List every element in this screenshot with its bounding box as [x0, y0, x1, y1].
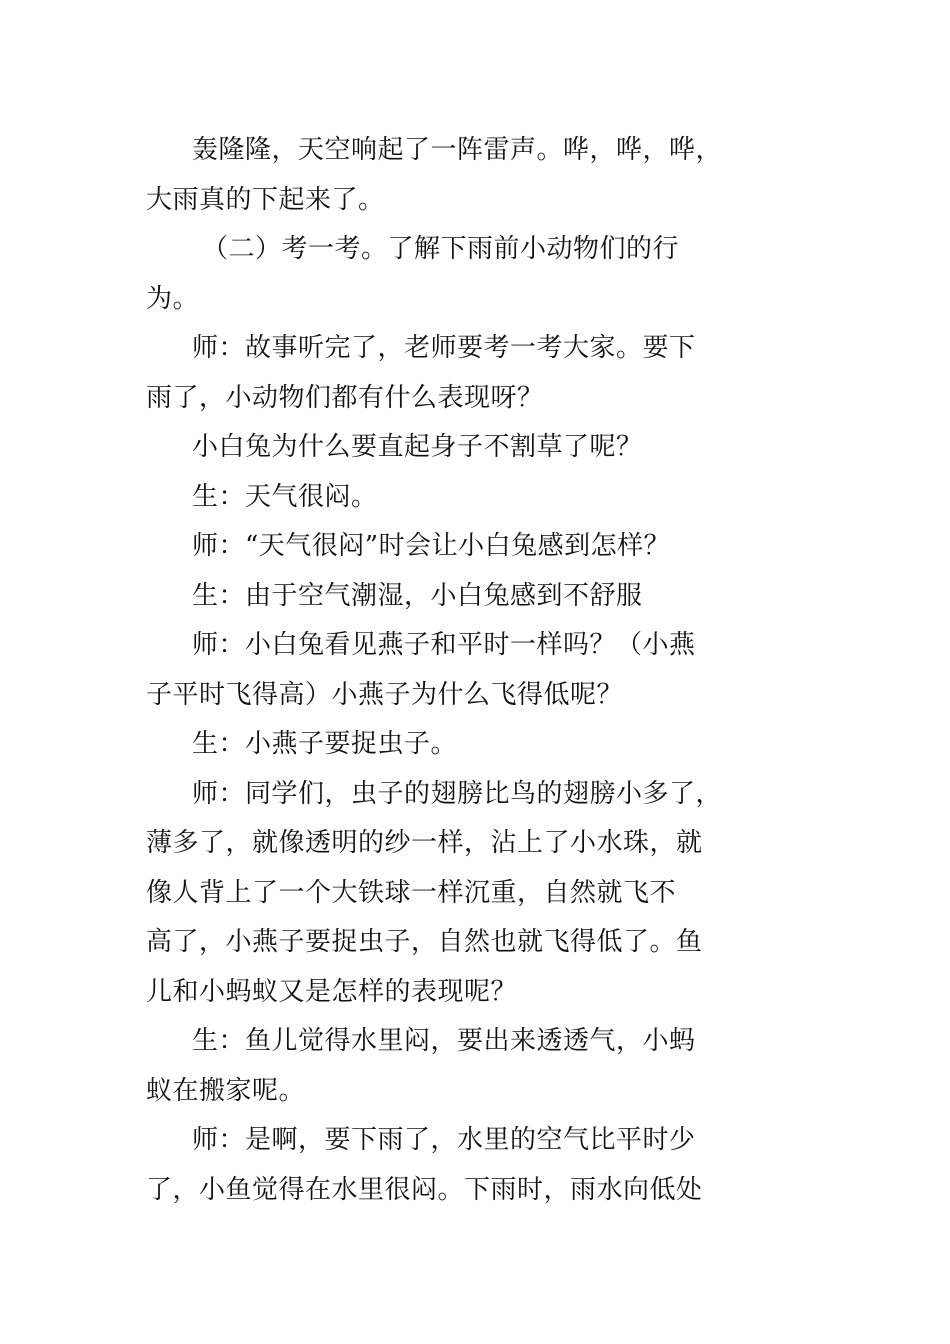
student-line: 生：鱼儿觉得水里闷，要出来透透气，小蚂: [192, 1026, 696, 1056]
teacher-line: 师：“天气很闷”时会让小白兔感到怎样？: [192, 531, 671, 561]
teacher-line: 师：小白兔看见燕子和平时一样吗？（小燕: [192, 630, 696, 660]
text-line: 薄多了，就像透明的纱一样，沾上了小水珠，就: [146, 828, 703, 858]
text-line: 了，小鱼觉得在水里很闷。下雨时，雨水向低处: [146, 1174, 703, 1205]
text-line: 像人背上了一个大铁球一样沉重，自然就飞不: [146, 877, 677, 908]
teacher-line: 师：故事听完了，老师要考一考大家。要下: [192, 333, 696, 363]
text-line: 轰隆隆，天空响起了一阵雷声。哗，哗，哗，: [192, 135, 723, 165]
student-line: 生：小燕子要捉虫子。: [192, 729, 458, 759]
text-line: 儿和小蚂蚁又是怎样的表现呢？: [146, 976, 518, 1007]
text-line: 高了，小燕子要捉虫子，自然也就飞得低了。鱼: [146, 927, 703, 957]
text-line: 子平时飞得高）小燕子为什么飞得低呢？: [146, 679, 624, 710]
teacher-line: 师：同学们，虫子的翅膀比鸟的翅膀小多了，: [192, 778, 723, 809]
question-line: 小白兔为什么要直起身子不割草了呢？: [192, 432, 643, 462]
student-line: 生：天气很闷。: [192, 481, 378, 512]
text-line: 为。: [146, 283, 200, 314]
text-line: 雨了，小动物们都有什么表现呀？: [146, 382, 544, 413]
teacher-line: 师：是啊，要下雨了，水里的空气比平时少: [192, 1125, 696, 1155]
text-line: 蚁在搬家呢。: [146, 1075, 306, 1106]
document-body: [146, 126, 723, 1215]
text-line: 大雨真的下起来了。: [146, 184, 385, 215]
student-line: 生：由于空气潮湿，小白兔感到不舒服: [192, 580, 643, 611]
section-heading-line: （二）考一考。了解下雨前小动物们的行: [202, 234, 680, 264]
